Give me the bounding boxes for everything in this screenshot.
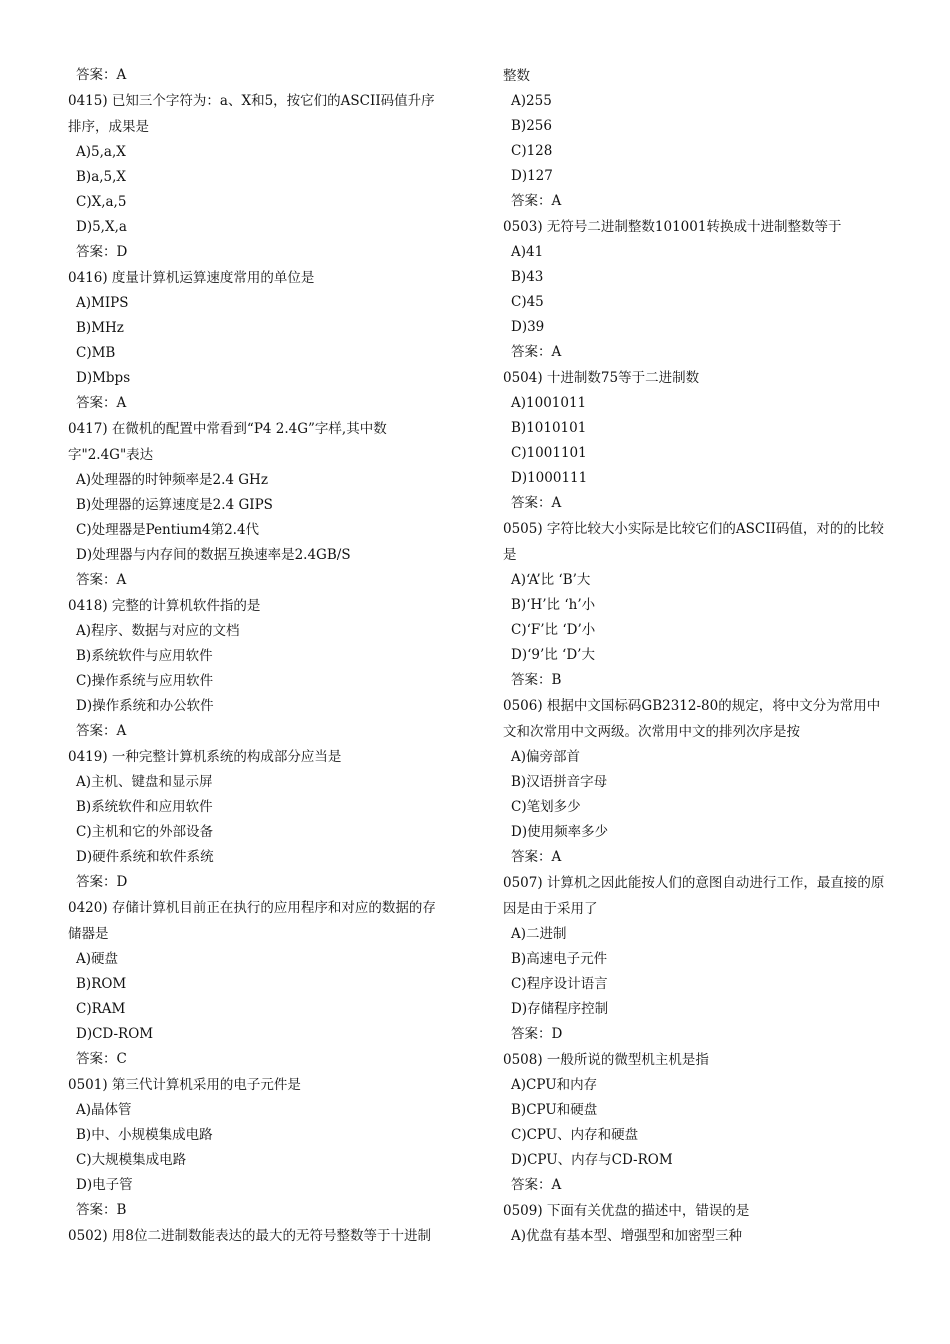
- question-text: 0415) 已知三个字符为：a、X和5，按它们的ASCII码值升序排序，成果是: [68, 93, 435, 135]
- answer-option: A)偏旁部首: [511, 749, 581, 765]
- answer-option: C)MB: [76, 345, 116, 361]
- answer-option: D)处理器与内存间的数据互换速率是2.4GB/S: [76, 547, 351, 563]
- answer-option: C)CPU、内存和硬盘: [511, 1127, 639, 1143]
- answer-option: A)5,a,X: [76, 144, 126, 160]
- answer-option: C)程序设计语言: [511, 976, 608, 992]
- question-text: 0417) 在微机的配置中常看到“P4 2.4G”字样,其中数字"2.4G"表达: [68, 421, 387, 463]
- answer-option: A)二进制: [511, 926, 567, 942]
- answer-option: B)256: [511, 118, 552, 134]
- answer-option: D)CD-ROM: [76, 1026, 154, 1042]
- question-text: 0505) 字符比较大小实际是比较它们的ASCII码值，对的的比较是: [503, 521, 884, 563]
- question-continuation: 整数: [503, 68, 530, 84]
- answer-option: C)X,a,5: [76, 194, 127, 210]
- answer-option: D)操作系统和办公软件: [76, 698, 214, 714]
- answer-option: B)处理器的运算速度是2.4 GIPS: [76, 497, 273, 513]
- right-column: [503, 63, 888, 1249]
- question-text: 0503) 无符号二进制整数101001转换成十进制整数等于: [503, 219, 842, 235]
- answer-key: 答案：B: [511, 672, 562, 688]
- answer-option: D)硬件系统和软件系统: [76, 849, 214, 865]
- answer-option: A)程序、数据与对应的文档: [76, 623, 240, 639]
- answer-key: 答案：A: [76, 723, 127, 739]
- answer-option: D)127: [511, 168, 553, 184]
- answer-option: B)中、小规模集成电路: [76, 1127, 213, 1143]
- answer-option: C)处理器是Pentium4第2.4代: [76, 522, 260, 538]
- question-text: 0507) 计算机之因此能按人们的意图自动进行工作，最直接的原因是由于采用了: [503, 875, 885, 917]
- answer-option: C)45: [511, 294, 544, 310]
- answer-option: B)a,5,X: [76, 169, 127, 185]
- answer-key: 答案：D: [76, 244, 128, 260]
- question-text: 0508) 一般所说的微型机主机是指: [503, 1052, 709, 1068]
- answer-option: A)41: [511, 244, 544, 260]
- answer-option: D)CPU、内存与CD-ROM: [511, 1152, 673, 1168]
- answer-option: C)操作系统与应用软件: [76, 673, 214, 689]
- answer-option: C)128: [511, 143, 553, 159]
- answer-option: A)‘A’比 ‘B’大: [511, 572, 591, 588]
- answer-option: A)MIPS: [76, 295, 129, 311]
- answer-option: C)主机和它的外部设备: [76, 824, 214, 840]
- answer-option: D)5,X,a: [76, 219, 127, 235]
- answer-key: 答案：A: [76, 572, 127, 588]
- answer-option: C)1001101: [511, 445, 587, 461]
- question-text: 0418) 完整的计算机软件指的是: [68, 598, 261, 614]
- answer-option: B)汉语拼音字母: [511, 774, 608, 790]
- answer-option: A)255: [511, 93, 552, 109]
- question-text: 0509) 下面有关优盘的描述中，错误的是: [503, 1203, 750, 1219]
- answer-option: A)主机、键盘和显示屏: [76, 774, 213, 790]
- answer-option: D)1000111: [511, 470, 588, 486]
- question-text: 0419) 一种完整计算机系统的构成部分应当是: [68, 749, 342, 765]
- answer-key: 答案：D: [76, 874, 128, 890]
- question-text: 0504) 十进制数75等于二进制数: [503, 370, 700, 386]
- answer-option: D)电子管: [76, 1177, 133, 1193]
- question-text: 0501) 第三代计算机采用的电子元件是: [68, 1077, 301, 1093]
- answer-option: C)RAM: [76, 1001, 126, 1017]
- answer-option: D)‘9’比 ‘D’大: [511, 647, 595, 663]
- answer-option: A)处理器的时钟频率是2.4 GHz: [76, 472, 268, 488]
- answer-option: A)晶体管: [76, 1102, 132, 1118]
- answer-option: C)‘F’比 ‘D’小: [511, 622, 596, 638]
- answer-option: B)ROM: [76, 976, 127, 992]
- answer-key: 答案：B: [76, 1202, 127, 1218]
- answer-option: D)39: [511, 319, 545, 335]
- question-text: 0502) 用8位二进制数能表达的最大的无符号整数等于十进制: [68, 1228, 432, 1244]
- answer-option: A)硬盘: [76, 951, 119, 967]
- answer-key: 答案：A: [511, 849, 562, 865]
- question-text: 0420) 存储计算机目前正在执行的应用程序和对应的数据的存储器是: [68, 900, 436, 942]
- answer-key: 答案：C: [76, 1051, 127, 1067]
- question-text: 0416) 度量计算机运算速度常用的单位是: [68, 270, 315, 286]
- answer-key: 答案：A: [511, 193, 562, 209]
- question-text: 0506) 根据中文国标码GB2312-80的规定，将中文分为常用中文和次常用中文两级。次常用中文的排列次序是按: [503, 698, 881, 740]
- answer-option: B)MHz: [76, 320, 124, 336]
- answer-option: B)CPU和硬盘: [511, 1102, 598, 1118]
- answer-option: C)大规模集成电路: [76, 1152, 187, 1168]
- answer-key: 答案：A: [76, 395, 127, 411]
- answer-option: C)笔划多少: [511, 799, 581, 815]
- answer-option: B)‘H’比 ‘h’小: [511, 597, 596, 613]
- answer-key: 答案：D: [511, 1026, 563, 1042]
- answer-key: 答案：A: [511, 495, 562, 511]
- answer-option: A)CPU和内存: [511, 1077, 598, 1093]
- left-column: [68, 63, 448, 1249]
- answer-option: B)1010101: [511, 420, 587, 436]
- answer-key: 答案：A: [511, 344, 562, 360]
- answer-option: D)存储程序控制: [511, 1001, 609, 1017]
- answer-option: A)优盘有基本型、增强型和加密型三种: [511, 1228, 743, 1244]
- answer-option: A)1001011: [511, 395, 587, 411]
- answer-key: 答案：A: [76, 67, 127, 83]
- answer-option: D)Mbps: [76, 370, 131, 386]
- answer-key: 答案：A: [511, 1177, 562, 1193]
- answer-option: B)系统软件和应用软件: [76, 799, 213, 815]
- answer-option: B)43: [511, 269, 544, 285]
- answer-option: B)高速电子元件: [511, 951, 608, 967]
- answer-option: D)使用频率多少: [511, 824, 609, 840]
- answer-option: B)系统软件与应用软件: [76, 648, 213, 664]
